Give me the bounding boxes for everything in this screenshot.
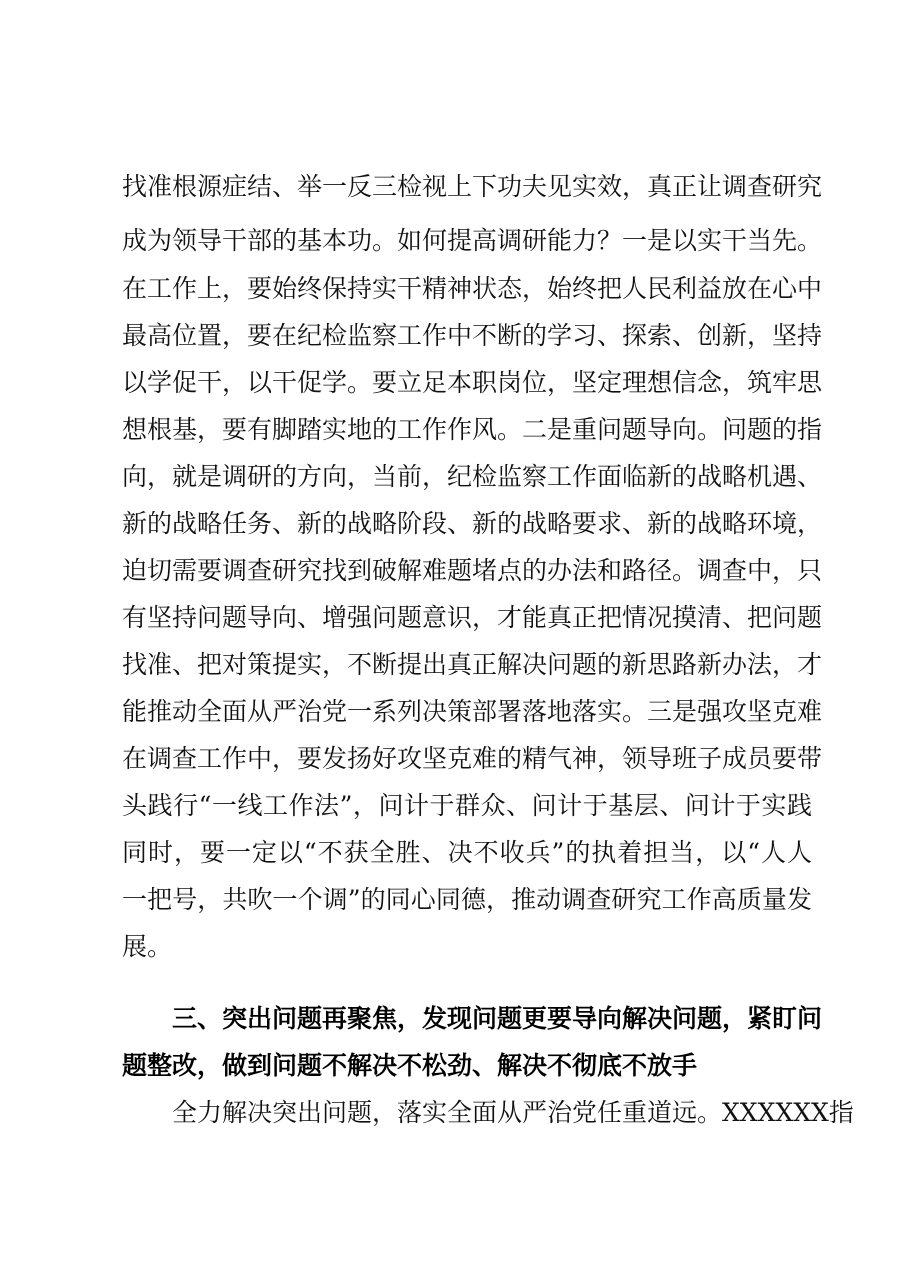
paragraph-line: 向，就是调研的方向，当前，纪检监察工作面临新的战略机遇、 [122,462,823,491]
paragraph-line: 新的战略任务、新的战略阶段、新的战略要求、新的战略环境， [122,509,823,538]
paragraph-line: 成为领导干部的基本功。如何提高调研能力？一是以实干当先。 [122,226,823,255]
paragraph-line: 最高位置，要在纪检监察工作中不断的学习、探索、创新，坚持 [122,321,823,350]
paragraph-line: 头践行“一线工作法”，问计于群众、问计于基层、问计于实践 [122,791,812,820]
paragraph-line: 在调查工作中，要发扬好攻坚克难的精气神，领导班子成员要带 [122,744,823,773]
paragraph-line: 能推动全面从严治党一系列决策部署落地落实。三是强攻坚克难 [122,697,823,726]
paragraph-line: 想根基，要有脚踏实地的工作作风。二是重问题导向。问题的指 [122,415,823,444]
paragraph-line: 找准、把对策提实，不断提出真正解决问题的新思路新办法，才 [122,650,823,679]
paragraph-line: 迫切需要调查研究找到破解难题堵点的办法和路径。调查中，只 [122,556,823,585]
paragraph-line: 全力解决突出问题，落实全面从严治党任重道远。XXXXXX指 [172,1098,854,1127]
paragraph-line: 以学促干，以干促学。要立足本职岗位，坚定理想信念，筑牢思 [122,368,823,397]
section-heading: 题整改，做到问题不解决不松劲、解决不彻底不放手 [122,1051,698,1080]
section-heading: 三、突出问题再聚焦，发现问题更要导向解决问题，紧盯问 [172,1004,823,1033]
paragraph-line: 找准根源症结、举一反三检视上下功夫见实效，真正让调查研究 [122,172,823,201]
paragraph-line: 在工作上，要始终保持实干精神状态，始终把人民利益放在心中 [122,274,823,303]
paragraph-line: 有坚持问题导向、增强问题意识，才能真正把情况摸清、把问题 [122,603,823,632]
paragraph-line: 同时，要一定以“不获全胜、决不收兵”的执着担当，以“人人 [122,838,812,867]
paragraph-line: 一把号，共吹一个调”的同心同德，推动调查研究工作高质量发 [122,885,812,914]
paragraph-line: 展。 [122,932,173,961]
